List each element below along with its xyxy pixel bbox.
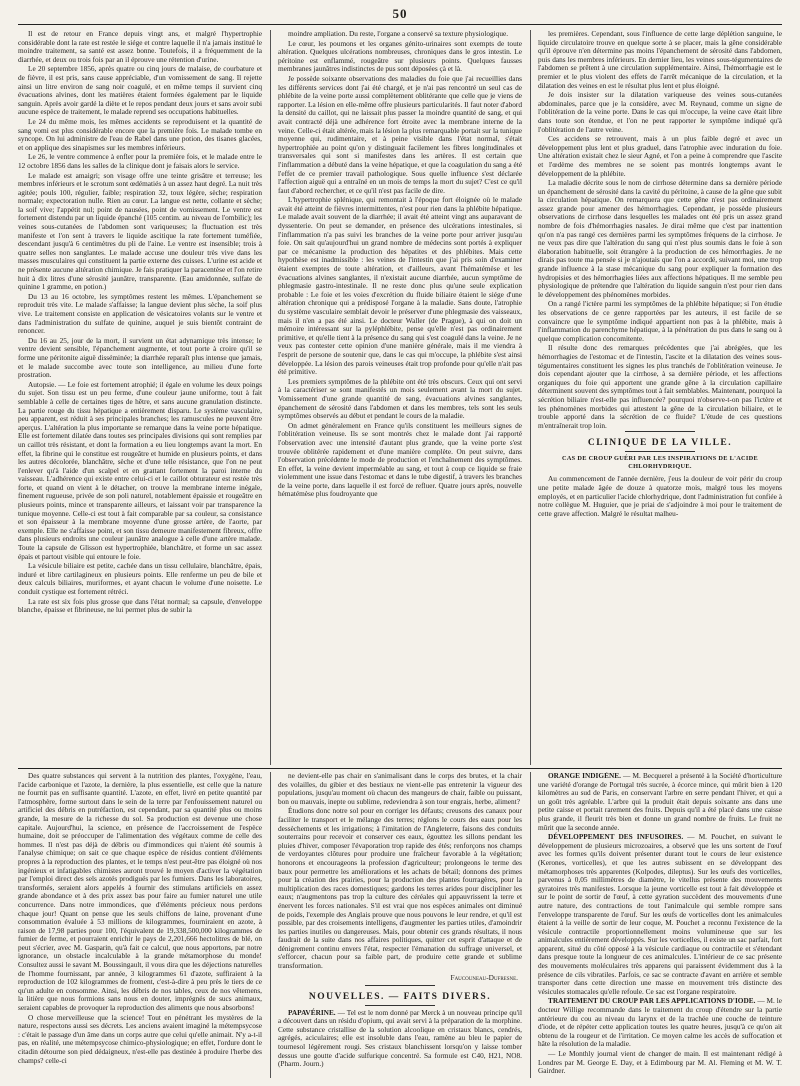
- paragraph: Il est de retour en France depuis vingt ans, et malgré l'hypertrophie considérable dont la rate est restée le siége et contre laquelle il n'a jamais institué le moindre traitement, sa santé est assez bonne. Toutefois, il a fréquemment de la diarrhée, et deux ou trois fois par an il éprouve une rétention d'urine.: [18, 30, 262, 64]
- case-title: CAS DE CROUP GUÉRI PAR LES INSPIRATIONS DE L'ACIDE CHLORHYDRIQUE.: [561, 455, 758, 471]
- bottom-column-1: [18, 772, 262, 1078]
- paragraph: Le cœur, les poumons et les organes génito-urinaires sont exempts de toute altération. Quelques ulcérations nombreuses, chroniques dans le gros intestin. Le péritoine est enflammé, rougeâtre sur plusieurs points. Quelques fausses membranes jaunâtres indistinctes de pus sont déposées çà et là.: [278, 38, 522, 74]
- bottom-column-2: [278, 772, 522, 1078]
- news-item: [538, 1050, 782, 1076]
- paragraph: Il résulte donc des remarques précédentes que j'ai abrégées, que les hémorrhagies de l'estomac et de l'intestin, l'ascite et la dilatation des veines sous-tégumentaires constituent les signes les plus tranchés de l'oblitération veineuse. Je dois cependant ajouter que la cirrhose, à sa dernière période, et les affections organiques du foie qui apportent une grande gêne à la circulation capillaire déterminent souvent des symptômes tout à fait semblables. Maintenant, pourquoi la sécrétion biliaire n'est-elle pas influencée? pourquoi n'observe-t-on pas l'ictère et les phénomènes morbides qui attestent la gêne de la circulation biliaire, et le trouble apporté dans la sécrétion de ce fluide? L'étude de ces questions m'entraînerait trop loin.: [538, 343, 782, 430]
- paragraph: Je possède soixante observations des maladies du foie que j'ai recueillies dans les différents services dont j'ai été chargé, et je n'ai pas rencontré un seul cas de phlébite de la veine porte aussi complètement oblitérante que celle que je viens de rapporter. La lésion en elle-même offre plusieurs particularités. Il faut noter d'abord la densité du caillot, qui ne laissait plus passer la moindre quantité de sang, et qui avait contracté déjà une adhérence fort étroite avec la membrane interne de la veine. Celle-ci était altérée, mais la lésion la plus remarquable portait sur la tunique moyenne qui, rudimentaire, et à peine visible dans l'état normal, s'était hypertrophiée au point qu'on y distinguait facilement les fibres longitudinales et transversales qui sont si manifestes dans les artères. Il est certain que l'inflammation a débuté dans la veine hépatique, et que la coagulation du sang a été l'effet de ce premier travail pathologique. Sous quelle influence s'est déclarée l'affection aiguë qui a entraîné en un mois de temps la mort du sujet? C'est ce qu'il faut d'abord rechercher, et ce qu'il n'est pas facile de dire.: [278, 73, 522, 195]
- news-item-head: ORANGE INDIGÈNE.: [548, 772, 621, 780]
- news-section-title: NOUVELLES. — FAITS DIVERS.: [308, 991, 492, 1002]
- article-column-3: [538, 30, 782, 765]
- paragraph: La rate est six fois plus grosse que dans l'état normal; sa capsule, d'enveloppe blanche, épaisse et fibrineuse, ne lui permet plus de subir la: [18, 596, 262, 615]
- column-rule: [530, 30, 531, 765]
- paragraph: Ces accidens se retrouvent, mais à un plus faible degré et avec un développement plus lent et plus graduel, dans l'atrophie avec induration du foie. Une altération existait chez le sieur Agné, et l'on a peine à comprendre que l'ascite et l'œdème des membres ne se soient pas montrés longtemps avant le développement de la phlébite.: [538, 134, 782, 178]
- paragraph: Du 16 au 25, jour de la mort, il survient un état adynamique très intense; le ventre devient sensible, l'épanchement augmente, et tout porte à croire qu'il se forme une péritonite aiguë disséminée; la diarrhée reparaît plus intense que jamais, et le malade succombe avec toute son intelligence, au milieu d'une forte prostration.: [18, 335, 262, 380]
- title-rule: [365, 1005, 435, 1006]
- paragraph: Étudions donc notre sol pour en corriger les défauts; creusons des canaux pour faciliter le transport et le mélange des terres; réglons le cours des eaux pour les dessèchements et les irrigations; à l'imitation de l'Angleterre, faisons des conduits souterrains pour recevoir et conserver ces eaux, égouttez les sillons pendant les pluies d'hiver, composer l'évaporation trop rapide des étés; renforçons nos champs de verdoyantes clôtures pour produire une fraîcheur favorable à la végétation; honorons et encourageons la profession d'agriculteur; prolongeons le terme des baux pour permettre les améliorations et les achats de bétail; donnons des primes pour la création des prairies, pour la production des plantes fourragères, pour la multiplication des races domestiques; gardons les terres arides pour discipliner les eaux; n'augmentons pas trop la culture des céréales qui appauvrissent la terre et énervent les forces nationales. S'il est vrai que nos espèces animales ont diminué de poids, l'exemple des Anglais prouve que nous pouvons le leur rendre, et qu'il est possible, par des croisements intelligens, d'augmenter les parties utiles, d'amoindrir les parties inutiles ou dangereuses. Mais, pour obtenir ces grands résultats, il nous faudrait de la suite dans nos affaires politiques, quitter cet esprit d'attaque et de dénigrement continu envers l'état, respecter l'émanation du suffrage universel, et s'efforcer, chacun pour sa faible part, de produire cette grande et sublime transformation.: [278, 806, 522, 971]
- news-item: [538, 772, 782, 832]
- clinic-section-title: CLINIQUE DE LA VILLE.: [587, 438, 733, 449]
- paragraph: L'hypertrophie splénique, qui remontait à l'époque fort éloignée où le malade avait été atteint de fièvres intermittentes, n'est pour rien dans la phlébite hépatique. Le malade avait souvent de la diarrhée; il avait été atteint vingt ans auparavant de dyssenterie. On peut se demander, en présence des ulcérations intestinales, si l'inflammation n'a pas suivi les branches de la veine porte pour arriver jusqu'au foie. On sait qu'aujourd'hui un grand nombre de médecins sont portés à expliquer par ce mécanisme la production des hépatites et des phlébites. Mais cette hypothèse est inadmissible : les veines de l'intestin que j'ai pris soin d'examiner étaient exemptes de toute altération, et d'ailleurs, avant l'hématémèse et les évacuations alvines sanglantes, il n'existait aucune diarrhée, aucun symptôme de phlegmasie gastro-intestinale. Il ne reste donc plus qu'une seule explication probable : Le foie et les voies d'excrétion du fluide biliaire étaient le siége d'une altération chronique qui a prédisposé l'organe à la maladie. Sans doute, l'atrophie du système vasculaire semblait devoir le préserver d'une phlegmasie des vaisseaux, mais il n'en a pas été ainsi. Le docteur Waller (de Prague), à qui on doit un mémoire intéressant sur la pyléphlébite, pense qu'elle n'est pas ordinairement primitive, et qu'elle tient à la présence du sang qui s'est coagulé dans la veine. Je ne veux pas contester cette opinion d'une manière générale, mais il me viendra à l'esprit de persone de soutenir que, dans le cas qui m'occupe, la phlébite s'est ainsi développée. La lésion des parois veineuses était trop profonde pour qu'elle n'ait pas été primitive.: [278, 195, 522, 377]
- paragraph: moindre ampliation. Du reste, l'organe a conservé sa texture physiologique.: [288, 30, 509, 38]
- paragraph: Des quatre substances qui servent à la nutrition des plantes, l'oxygène, l'eau, l'acide carbonique et l'azote, la dernière, la plus essentielle, est celle que la nature ne fournit pas en suffisante quantité. L'azote, en effet, livré en petite quantité par l'atmosphère, forme surtout dans le sein de la terre par l'enfouissement naturel ou artificiel des débris en putréfaction, est cependant, par sa quantité plus ou moins grande, la mesure de la richesse du sol. Sa production est devenue une chose capitale. Aujourd'hui, la science, en présence de l'accroissement de l'espèce humaine, doit se préoccuper de l'alimentation des végétaux comme de celle des hommes. Il n'est pas déjà de débris ou d'immondices qui n'aient été soumis à l'analyse chimique; on sait ce que chaque espèce de résidus contient d'éléments propres à la reproduction des plantes, et le temps n'est peut-être pas éloigné où nos ingénieux et infatigables chimistes auront trouvé le moyen d'activer la végétation par l'emploi direct des sels azotés prodigués par les fumiers. Dans les laboratoires, transformés, seraient alors appelés à fournir des stimulans artificiels en assez grande abondance et à des prix assez bas pour faire au fumier naturel une utile concurrence. Dans notre immondices, que d'éléments précieux nous perdons chaque jour! Quant on pense que les seuls chiffons de laine, provenant d'une consommation évaluée à 53 millions de kilogrammes, fourniraient en azote, à raison de 17,98 parties pour 100, l'équivalent de 19,338,500,000 kilogrammes de fumier de ferme, et pourraient enrichir le pays de 2,201,666 hectolitres de blé, on peut s'écrier, avec M. Gasparin, qu'à fait ce calcul, que nous apportons, par notre ignorance, un obstacle incalculable à la grande métamorphose du monde! Consultez aussi le savant M. Boussingault, il vous dira que les déjections naturelles de l'homme fournissant, par année, 3 kilogrammes 61 d'azote, suffiraient à la reproduction de 102 kilogrammes de froment, c'est-à-dire à peu près le tiers de ce qu'un adulte en consomme. Ainsi, les débris de nos tables, ceux de nos vêtemens, la litière que nous formions sans nous en douter, imprégnés de sucs animaux, seraient capables de provoquer la reproduction des aliments que nous absorbons!: [18, 772, 262, 1013]
- paragraph: On admet généralement en France qu'ils constituent les meilleurs signes de l'oblitération veineuse. Ils se sont montrés chez le malade dont j'ai rapporté l'observation avec une intensité d'autant plus grande, que la veine porte s'est trouvée oblitérée rapidement et d'une manière complète. On peut suivre, dans l'observation précédente le mode de production et l'enchaînement des symptômes. En effet, la veine devient imperméable au sang, et tout à coup ce liquide se fraie violemment une issue dans l'estomac et dans le tube digestif, à travers les branches de la veine porte, dans laquelle il est forcé de refluer. Quatre jours après, nouvelle hématémèse plus foudroyante que: [278, 420, 522, 499]
- header-rule: [18, 24, 782, 25]
- paragraph: Les premiers symptômes de la phlébite ont été très obscurs. Ceux qui ont servi à la caractériser se sont manifestés un mois seulement avant la mort du sujet. Vomissement d'une grande quantité de sang, évacuations alvines sanglantes, épanchement de sérosité dans l'abdomen et dans les membres, tels sont les seuls symptômes observés au début et pendant le cours de la maladie.: [278, 376, 522, 421]
- paragraph: Le 20 septembre 1856, après quatre ou cinq jours de malaise, de courbature et de fièvre, il est pris, sans cause appréciable, d'un vomissement de sang. Il rejette ainsi un litre environ de sang noir coagulé, et en même temps il survient cinq évacuations alvines, dont les matières étaient formées également par le liquide sanguin. Après avoir gardé la diète et le repos pendant deux jours et sans avoir subi aucune espèce de traitement, le malade reprend ses occupations habituelles.: [18, 64, 262, 117]
- author-signature: Faucouneau-Dufresne.: [450, 972, 518, 982]
- paragraph: Je dois insister sur la dilatation variqueuse des veines sous-cutanées abdominales, parce que je la considère, avec M. Reynaud, comme un signe de l'oblitération de la veine porte. Dans le cas qui m'occupe, la veine cave était libre dans toute son étendue, et l'on ne peut rapporter le symptôme indiqué qu'à l'oblitération de l'autre veine.: [538, 90, 782, 134]
- news-item-text: — Le Monthly journal vient de changer de main. Il est maintenant rédigé à Londres par M. George E. Day, et à Edimbourg par M. Al. Fleming et M. W. T. Gairdner.: [538, 1049, 782, 1076]
- news-item-head: TRAITEMENT DU CROUP PAR LES APPLICATIONS D'IODE.: [548, 996, 756, 1006]
- paragraph: Du 13 au 16 octobre, les symptômes restent les mêmes. L'épanchement se reproduit très vite. Le malade s'affaisse; la langue devient plus sèche, la soif plus vive. Le traitement consiste en application de vésicatoires volants sur le ventre et dans l'administration du sulfate de quinine, auquel je suis bientôt contraint de renoncer.: [18, 291, 262, 336]
- bottom-column-3: [538, 772, 782, 1078]
- news-item: [538, 997, 782, 1049]
- article-column-1: [18, 30, 262, 765]
- news-item-text: — M. Becquerel a présenté à la Société d'horticulture une variété d'orange de Portugal très sucrée, à écorce mince, qui mûrit bien à 120 kilomètres au sud de Paris, en conservant l'arbre en serre pendant l'hiver, et qui a un goût très agréable. L'arbre qui la produit était depuis soixante ans dans une petite caisse et portait rarement des fruits. Depuis qu'il a été placé dans une caisse plus grande, il fleurit très bien et donne un grand nombre de fruits. Le fruit ne mûrit que la seconde année.: [538, 772, 782, 832]
- news-item-text: — M. le docteur Willige recommande dans le traitement du croup d'étendre sur la partie antérieure du cou au niveau du larynx et de la trachée une couche de teinture d'iode, et de répéter cette application toutes les quatre heures, jusqu'à ce qu'on ait obtenu de la rougeur et de l'irritation. Ce moyen calme les accès de suffocation et hâte la résolution de la maladie.: [538, 996, 782, 1049]
- news-item-head: DÉVELOPPEMENT DES INFUSOIRES.: [548, 832, 684, 842]
- paragraph: O chose merveilleuse que la science! Tout en pénétrant les mystères de la nature, respectons aussi ses décrets. Les anciens avaient imaginé la métempsycose : c'était le passage d'un âme dans un corps autre que celui qu'elle animait. N'y a-t-il pas, en réalité, une métempsycose chimico-physiologique; en effet, l'ordure dont le citadin détourne son pied dédaigneux, n'est-elle pas destinée à produire l'herbe des champs? celle-ci: [18, 1012, 262, 1065]
- paragraph: La maladie décrite sous le nom de cirrhose détermine dans sa dernière période un épanchement de sérosité dans la cavité du péritoine, à cause de la gêne que subit la circulation hépatique. On remarquera que cette gêne n'est pas ordinairement assez grande pour amener des hémorrhagies. Cependant, je possède plusieurs observations de cirrhose dans lesquelles les malades ont été pris un assez grand nombre de fois d'hémorrhagies nasales. Je dirai même que c'est par inattention qu'on n'a pas rangé ces dernières parmi les symptômes fréquens de la cirrhose. Je ne veux pas dire que l'altération du sang qui n'est plus soumis dans le foie à son élaboration habituelle, soit étrangère à la production de ces hémorrhagies. Je ne dirais pas toute ma pensée si je n'ajoutais que l'on a accordé, suivant moi, une trop grande influence à la stase mécanique du sang pour expliquer la formation des hydropisies et des hémorrhagies liées aux affections hépatiques. Il me semble peu physiologique de prétendre que l'altération du liquide sanguin n'est pour rien dans le développement des phénomènes morbides.: [538, 178, 782, 299]
- column-rule: [270, 772, 271, 1078]
- paragraph: La vésicule biliaire est petite, cachée dans un tissu cellulaire, blanchâtre, épais, induré et libre cartilagineux en plusieurs points. Elle renferme un peu de bile et deux calculs biliaires, muriformes, et ayant chacun le volume d'une noisette. Le conduit cystique est fortement rétréci.: [18, 561, 262, 596]
- main-article: [18, 30, 782, 765]
- clinic-paragraph: Au commencement de l'année dernière, j'eus la douleur de voir périr du croup une petite malade âgée de douze à quatorze mois, malgré tous les moyens employés, et en particulier l'acide chlorhydrique, dont l'administration fut confiée à notre collègue M. Huguier, que je priai de s'adjoindre à moi pour le traitement de cette grave affection. Malgré le résultat malheu-: [538, 474, 782, 518]
- column-rule: [270, 30, 271, 765]
- column-rule: [530, 772, 531, 1078]
- paragraph: les premières. Cependant, sous l'influence de cette large déplétion sanguine, le liquide circulatoire trouve en quelque sorte à se placer, mais la gêne considérable qu'il éprouve n'en détermine pas moins l'épanchement de sérosité dans l'abdomen, puis dans les membres inférieurs. En dernier lieu, les veines sous-tégumentaires de l'abdomen se prêtent à une circulation supplémentaire. Ainsi, l'hémorrhagie est le premier et le plus violent des effets de l'arrêt mécanique de la circulation, et la dilatation des veines en est le résultat plus lent et plus éloigné.: [538, 30, 782, 90]
- page-number: 50: [392, 6, 408, 21]
- news-item-head: PAPAVÉRINE.: [288, 1007, 336, 1017]
- paragraph: On a rangé l'ictère parmi les symptômes de la phlébite hépatique; si l'on étudie les observations de ce genre rapportées par les auteurs, il est facile de se convaincre que le symptôme indiqué appartient non pas à la phlébite, mais à l'inflammation du parenchyme hépatique, à la pénétration du pus dans le sang ou à quelque complication concomitente.: [538, 299, 782, 343]
- paragraph: Le 24 du même mois, les mêmes accidents se reproduisent et la quantité de sang vomi est plus considérable encore que la première fois. Le malade tombe en syncope. On lui administre de l'eau de Rabel dans une potion, des tisanes glacées, et on applique des sinapismes sur les membres inférieurs.: [18, 116, 262, 152]
- paragraph: Autopsie. — Le foie est fortement atrophié; il égale en volume les deux poings du sujet. Son tissu est un peu ferme, d'une couleur jaune uniforme, tout à fait semblable à celle de certaines tiges de hêtre, et sans aucune granulation distincte. La partie rouge du tissu hépatique a entièrement disparu. Le système vasculaire, peu apparent, est réduit à ses principales branches; les ramuscules ne peuvent être aperçus. L'altération la plus importante se remarque dans la veine porte hépatique. Elle est fortement dilatée dans toutes ses principales divisions qui sont remplies par un caillot très résistant, et dont la formation a eu lieu longtemps avant la mort. En effet, la fibrine qui le constitue est rougeâtre et humide en plusieurs points, et dans les autres décolorée, blanchâtre, sèche et d'une telle résistance, que l'on ne peut l'enlever qu'à l'aide d'un scalpel et en grattant fortement la paroi interne du vaisseau. L'adhérence qui existe entre celui-ci et le caillot obturateur est restée très forte, et quand on vient à le détacher, on trouve la membrane interne inégale, finement rugueuse, privée de son poli naturel, notablement épaissie et rougeâtre en plusieurs points, mince et transparente ailleurs, et laissant voir par transparence la tunique moyenne. Celle-ci est tout à fait comparable par sa couleur, sa consistance et son épaisseur à la membrane moyenne d'une grosse artère, de l'aorte, par exemple. Elle ne s'affaisse point, et son tissu demeure manifestement fibreux, offre dans plusieurs endroits une couleur jaunâtre analogue à celle d'une artère malade. Toute la capsule de Glisson est hypertrophiée, blanchâtre, et forme un sac assez épais et partout visible qui entoure le foie.: [18, 379, 262, 561]
- news-item-papaverine: [278, 1009, 522, 1069]
- title-rule: [365, 985, 435, 986]
- news-item-text: — Tel est le nom donné par Merck à un nouveau principe qu'il a découvert dans un résidu d'opium, qui avait servi à la préparation de la morphine. Cette substance cristallise de la solution alcoolique en cristaux blancs, cendrés, agrégés, aciculaires; elle est insoluble dans l'eau, ramène au bleu le papier de tournesol légèrement rougi. Ses cristaux blanchissent lorsqu'on y laisse tomber dessus une goutte d'acide sulfurique concentré. Sa formule est C40, H21, NO8. (Pharm. Journ.): [278, 1007, 522, 1069]
- paragraph: ne devient-elle pas chair en s'animalisant dans le corps des brutes, et la chair des volailles, du gibier et des bestiaux ne vient-elle pas entretenir la vigueur des populations, jusqu'au moment où chacun des mangeurs de chair, faible ou puissant, bon ou mauvais, inepte ou sublime, redeviendra à son tour engrais, herbe, aliment?: [278, 772, 522, 806]
- paragraph: Le malade est amaigri; son visage offre une teinte grisâtre et terreuse; les membres inférieurs et le scrotum sont œdématiés à un assez haut degré. La nuit très agitée; pouls 100, régulier, faible; respiration 32, toux légère, sèche; respiration normale; expectoration nulle. Rien au cœur. La langue est nette, collante et sèche; la soif vive; l'appétit nul; point de nausées, point de vomissement. Le ventre est fortement distendu par un liquide épanché (105 centim. au niveau de l'ombilic); les veines sous-cutanées de l'abdomen sont variqueuses; la fluctuation est très manifeste et l'on sent à travers le liquide ascitique la rate fortement tuméfiée, descendant jusqu'à 6 centimètres du pli de l'aine. Le ventre est insensible; trois à quatre selles non sanglantes. Le malade accuse une douleur très vive dans les masses musculaires qui constituent la partie externe des cuisses. L'urine est acide et ne présente aucune altération chimique. Je fais pratiquer la paracentèse et l'on retire huit à dix litres d'une sérosité jaunâtre, transparente. (Eau amidonnée, sulfate de quinine 1 gramme, en potion.): [18, 170, 262, 292]
- title-rule: [625, 451, 695, 452]
- news-item: [538, 833, 782, 996]
- section-rule: [18, 768, 782, 769]
- article-column-2: [278, 30, 522, 765]
- feuilleton-section: [18, 772, 782, 1078]
- news-item-text: — M. Pouchet, en suivant le développement de plusieurs microzoaires, a observé que les uns sortent de l'œuf avec les formes qu'ils doivent présenter durant tout le cours de leur existence (Kerones, vorticelles), et que les autres subissent en se développant des métamorphoses très apparentes (Kolpodes, dileptus). Sur les œufs des vorticelles, parvenus à 0,05 millimètres de diamètre, le vitellus présente des mouvements gyratoires très manifestes. Lorsque la jeune vorticelle est tout à fait développée et sur le point de sortir de l'œuf, à cette gyration succèdent des mouvements d'une autre nature, des contractions de tout l'animalcule qui semble rompre sans l'enveloppe transparente de l'œuf. Sur les œufs de vorticelles dont les animalcules étaient à la veille de sortir de leur coque, M. Pouchet a reconnu l'existence de la vésicule contractile proportionnellement moins volumineuse que sur les animalcules entièrement développés. Sur les vorticelles, il existe un sac parfait, fort apparent, situé du côté opposé à la vésicule cardiaque ou contractile et s'étendant dans presque toute la longueur de ces animalcules. L'intérieur de ce sac présente des mouvements moléculaires très apparens qui paraissent évidemment dus à la présence de cils vibratiles. Parfois, ce sac se contracte d'avant en arrière et semble transporter dans cette direction une masse en mouvement très distincte des vésicules stomacales qu'elle refoule. Ce sac est l'organe respiratoire.: [538, 832, 782, 996]
- paragraph: Le 26, le ventre commence à enfler pour la première fois, et le malade entre le 12 octobre 1856 dans les salles de la clinique dont je faisais alors le service.: [18, 152, 262, 170]
- title-rule: [625, 431, 695, 432]
